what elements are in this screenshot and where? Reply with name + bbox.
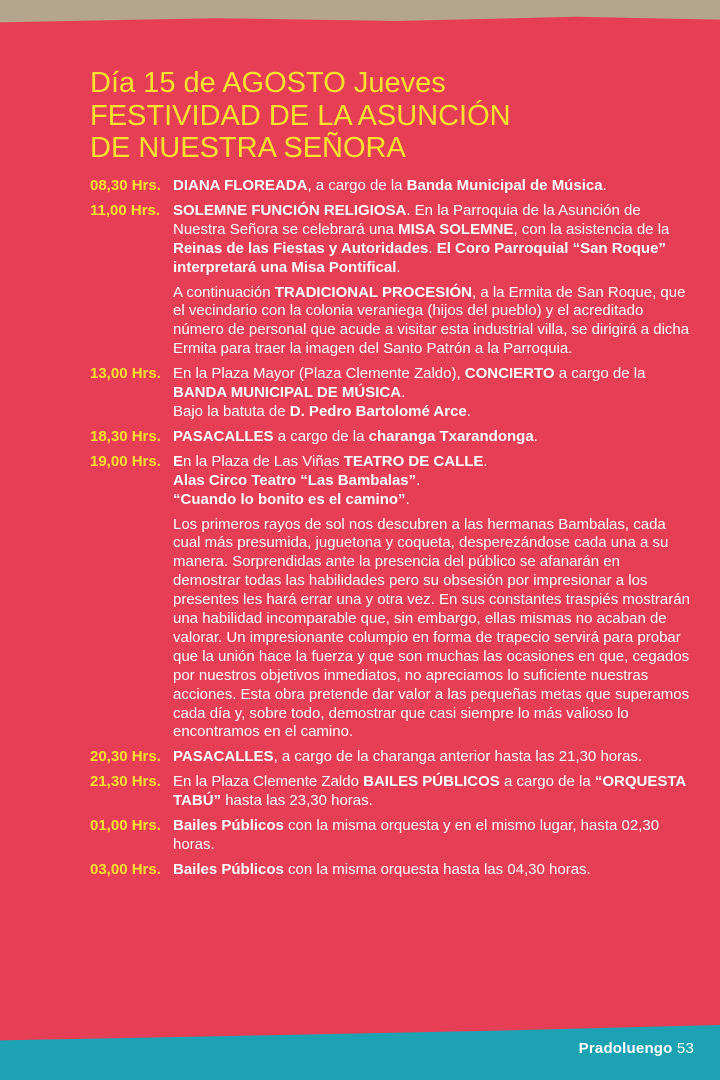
event-schedule xyxy=(90,177,690,886)
event-time: 03,00 Hrs. xyxy=(90,860,161,878)
event-time: 20,30 Hrs. xyxy=(90,748,161,766)
title-festivity-line-1: FESTIVIDAD DE LA ASUNCIÓN xyxy=(90,100,511,132)
event-description: SOLEMNE FUNCIÓN RELIGIOSA. En la Parroquia de la Asunción de Nuestra Señora se celebrará una MISA SOLEMNE, con la asistencia de la Reinas de las Fiestas y Autoridades. El Coro Parroquial “San Roque” interpretará una Misa Pontifical. A continuación TRADICIONAL PROCESIÓN, a la Ermita de San Roque, que el vecindario con la colonia veraniega (hijos del pueblo) y el acreditado número de personal que acude a visitar esta industrial villa, se dirigirá a dicha Ermita para traer la imagen del Santo Patrón a la Parroquia. xyxy=(173,201,690,358)
page-title xyxy=(90,66,690,164)
event-0300 xyxy=(90,861,690,880)
event-0830 xyxy=(90,177,690,196)
event-time: 11,00 Hrs. xyxy=(90,201,161,219)
event-0100 xyxy=(90,817,690,855)
event-time: 18,30 Hrs. xyxy=(90,427,161,445)
event-time: 19,00 Hrs. xyxy=(90,452,161,470)
event-1100 xyxy=(90,202,690,359)
event-time: 01,00 Hrs. xyxy=(90,817,161,835)
title-festivity-line-2: DE NUESTRA SEÑORA xyxy=(90,132,406,164)
event-description: En la Plaza de Las Viñas TEATRO DE CALLE. Alas Circo Teatro “Las Bambalas”. “Cuando lo bonito es el camino”. Los primeros rayos de sol nos descubren a las hermanas Bambalas, cada cual más presumida, juguetona y coqueta, desperezándose cada una a su manera. Sorprendidas ante la presencia del público se afanarán en demostrar todas las habilidades pero su obsesión por impresionar a los presentes les hará errar una y otra vez. En sus constantes traspiés mostrarán una habilidad incomparable que, sin embargo, ellas mismas no acaban de valorar. Un impresionante columpio en forma de trapecio servirá para probar que la unión hace la fuerza y que son muchas las ocasiones en que, cegados por nuestros objetivos inmediatos, no apreciamos lo suficiente nuestras acciones. Esta obra pretende dar valor a las pequeñas metas que superamos cada día y, sobre todo, demostrar que casi siempre lo más valioso lo encontramos en el camino. xyxy=(173,452,690,741)
event-2030 xyxy=(90,748,690,767)
event-time: 13,00 Hrs. xyxy=(90,365,161,383)
event-description: En la Plaza Mayor (Plaza Clemente Zaldo), CONCIERTO a cargo de la BANDA MUNICIPAL DE MÚSICA. Bajo la batuta de D. Pedro Bartolomé Arce. xyxy=(173,365,646,420)
event-description: Bailes Públicos con la misma orquesta y en el mismo lugar, hasta 02,30 horas. xyxy=(173,817,660,853)
event-1300 xyxy=(90,365,690,422)
event-description: PASACALLES a cargo de la charanga Txarandonga. xyxy=(173,427,538,445)
page-footer xyxy=(579,1040,694,1057)
title-date: Día 15 de AGOSTO Jueves xyxy=(90,67,446,99)
event-time: 08,30 Hrs. xyxy=(90,177,161,194)
footer-brand: Pradoluengo xyxy=(578,1040,673,1057)
event-description: Bailes Públicos con la misma orquesta hasta las 04,30 horas. xyxy=(173,860,591,878)
event-1900 xyxy=(90,453,690,743)
event-description: En la Plaza Clemente Zaldo BAILES PÚBLICOS a cargo de la “ORQUESTA TABÚ” hasta las 23,30 horas. xyxy=(173,773,686,810)
event-description: PASACALLES, a cargo de la charanga anterior hasta las 21,30 horas. xyxy=(173,748,643,766)
event-time: 21,30 Hrs. xyxy=(90,773,161,791)
event-2130 xyxy=(90,773,690,811)
event-1830 xyxy=(90,428,690,447)
page-number: 53 xyxy=(676,1040,694,1057)
event-description: DIANA FLOREADA, a cargo de la Banda Municipal de Música. xyxy=(173,177,607,194)
